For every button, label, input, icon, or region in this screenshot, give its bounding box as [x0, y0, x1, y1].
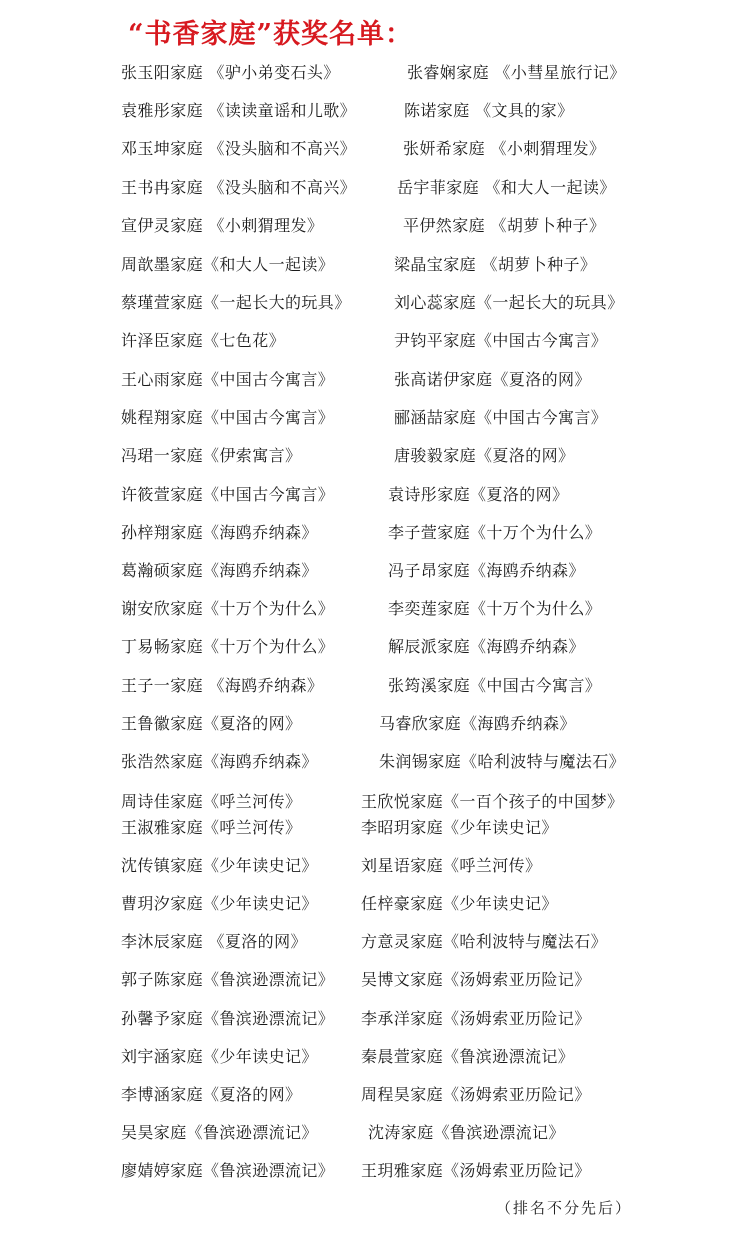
award-row [0, 1044, 750, 1070]
award-entry-right: 李昭玥家庭《少年读史记》 [361, 818, 558, 837]
award-entry-right: 任梓豪家庭《少年读史记》 [361, 894, 558, 913]
award-entry-left: 吴昊家庭《鲁滨逊漂流记》 [121, 1123, 318, 1142]
award-entry-right: 刘星语家庭《呼兰河传》 [361, 856, 542, 875]
award-entry-right: 冯子昂家庭《海鸥乔纳森》 [388, 561, 585, 580]
award-entry-right: 李承洋家庭《汤姆索亚历险记》 [361, 1009, 591, 1028]
award-entry-left: 邓玉坤家庭 《没头脑和不高兴》 [121, 139, 357, 158]
award-row [0, 482, 750, 508]
award-entry-left: 许筱萱家庭《中国古今寓言》 [121, 485, 335, 504]
award-row [0, 252, 750, 278]
award-row [0, 1158, 750, 1184]
award-row [0, 815, 750, 841]
award-entry-left: 沈传镇家庭《少年读史记》 [121, 856, 318, 875]
award-row [0, 1006, 750, 1032]
award-entry-right: 张高诺伊家庭《夏洛的网》 [394, 370, 591, 389]
award-row [0, 520, 750, 546]
award-entry-left: 周诗佳家庭《呼兰河传》 [121, 792, 302, 811]
award-entry-left: 王子一家庭 《海鸥乔纳森》 [121, 676, 324, 695]
award-row [0, 634, 750, 660]
award-row [0, 1082, 750, 1108]
award-entry-right: 解辰派家庭《海鸥乔纳森》 [388, 637, 585, 656]
award-row [0, 711, 750, 737]
award-row [0, 175, 750, 201]
award-row [0, 789, 750, 815]
ranking-note: （排名不分先后） [495, 1199, 632, 1217]
award-entry-left: 李博涵家庭《夏洛的网》 [121, 1085, 302, 1104]
award-row [0, 136, 750, 162]
award-entry-right: 张睿娴家庭 《小彗星旅行记》 [407, 63, 626, 82]
award-entry-left: 王心雨家庭《中国古今寓言》 [121, 370, 335, 389]
award-row [0, 290, 750, 316]
award-entry-left: 曹玥汐家庭《少年读史记》 [121, 894, 318, 913]
award-entry-right: 王欣悦家庭《一百个孩子的中国梦》 [361, 792, 624, 811]
award-row [0, 60, 750, 86]
award-row [0, 853, 750, 879]
award-row [0, 558, 750, 584]
award-entry-right: 张妍希家庭 《小刺猬理发》 [403, 139, 606, 158]
award-entry-right: 吴博文家庭《汤姆索亚历险记》 [361, 970, 591, 989]
award-row [0, 367, 750, 393]
award-entry-right: 马睿欣家庭《海鸥乔纳森》 [379, 714, 576, 733]
award-entry-left: 王鲁徽家庭《夏洛的网》 [121, 714, 302, 733]
award-row [0, 749, 750, 775]
award-row [0, 443, 750, 469]
award-row [0, 929, 750, 955]
award-entry-right: 梁晶宝家庭 《胡萝卜种子》 [394, 255, 597, 274]
award-entry-right: 秦晨萱家庭《鲁滨逊漂流记》 [361, 1047, 575, 1066]
award-entry-right: 陈诺家庭 《文具的家》 [404, 101, 574, 120]
award-entry-right: 平伊然家庭 《胡萝卜种子》 [403, 216, 606, 235]
award-entry-left: 郭子陈家庭《鲁滨逊漂流记》 [121, 970, 335, 989]
award-entry-left: 张玉阳家庭 《驴小弟变石头》 [121, 63, 340, 82]
award-entry-left: 孙梓翔家庭《海鸥乔纳森》 [121, 523, 318, 542]
award-row [0, 1120, 750, 1146]
award-entry-left: 王书冉家庭 《没头脑和不高兴》 [121, 178, 357, 197]
award-entry-right: 刘心蕊家庭《一起长大的玩具》 [394, 293, 624, 312]
award-entry-left: 周歆墨家庭《和大人一起读》 [121, 255, 335, 274]
award-entry-left: 蔡瑾萱家庭《一起长大的玩具》 [121, 293, 351, 312]
award-entry-right: 朱润锡家庭《哈利波特与魔法石》 [379, 752, 626, 771]
award-entry-right: 尹钧平家庭《中国古今寓言》 [394, 331, 608, 350]
page-title: “书香家庭”获奖名单： [128, 19, 414, 50]
award-row [0, 891, 750, 917]
award-entry-left: 李沐辰家庭 《夏洛的网》 [121, 932, 307, 951]
award-entry-left: 孙馨予家庭《鲁滨逊漂流记》 [121, 1009, 335, 1028]
award-entry-left: 许泽臣家庭《七色花》 [121, 331, 286, 350]
award-entry-left: 刘宇涵家庭《少年读史记》 [121, 1047, 318, 1066]
award-row [0, 405, 750, 431]
award-row [0, 213, 750, 239]
award-entry-right: 郦涵喆家庭《中国古今寓言》 [394, 408, 608, 427]
award-row [0, 596, 750, 622]
award-entry-left: 袁雅彤家庭 《读读童谣和儿歌》 [121, 101, 357, 120]
award-row [0, 328, 750, 354]
award-entry-right: 袁诗彤家庭《夏洛的网》 [388, 485, 569, 504]
award-entry-left: 宣伊灵家庭 《小刺猬理发》 [121, 216, 324, 235]
award-entry-left: 葛瀚硕家庭《海鸥乔纳森》 [121, 561, 318, 580]
award-entry-left: 冯珺一家庭《伊索寓言》 [121, 446, 302, 465]
award-row [0, 967, 750, 993]
award-entry-right: 张筠溪家庭《中国古今寓言》 [388, 676, 602, 695]
award-entry-right: 唐骏毅家庭《夏洛的网》 [394, 446, 575, 465]
award-entry-right: 岳宇菲家庭 《和大人一起读》 [397, 178, 616, 197]
award-row [0, 98, 750, 124]
award-entry-right: 周程昊家庭《汤姆索亚历险记》 [361, 1085, 591, 1104]
award-entry-right: 方意灵家庭《哈利波特与魔法石》 [361, 932, 608, 951]
award-row [0, 673, 750, 699]
award-entry-left: 姚程翔家庭《中国古今寓言》 [121, 408, 335, 427]
award-entry-left: 丁易畅家庭《十万个为什么》 [121, 637, 335, 656]
award-entry-left: 王淑雅家庭《呼兰河传》 [121, 818, 302, 837]
award-entry-right: 沈涛家庭《鲁滨逊漂流记》 [368, 1123, 565, 1142]
award-entry-right: 李奕莲家庭《十万个为什么》 [388, 599, 602, 618]
award-entry-left: 谢安欣家庭《十万个为什么》 [121, 599, 335, 618]
award-entry-right: 李子萱家庭《十万个为什么》 [388, 523, 602, 542]
award-entry-right: 王玥雅家庭《汤姆索亚历险记》 [361, 1161, 591, 1180]
award-entry-left: 廖婧婷家庭《鲁滨逊漂流记》 [121, 1161, 335, 1180]
award-entry-left: 张浩然家庭《海鸥乔纳森》 [121, 752, 318, 771]
